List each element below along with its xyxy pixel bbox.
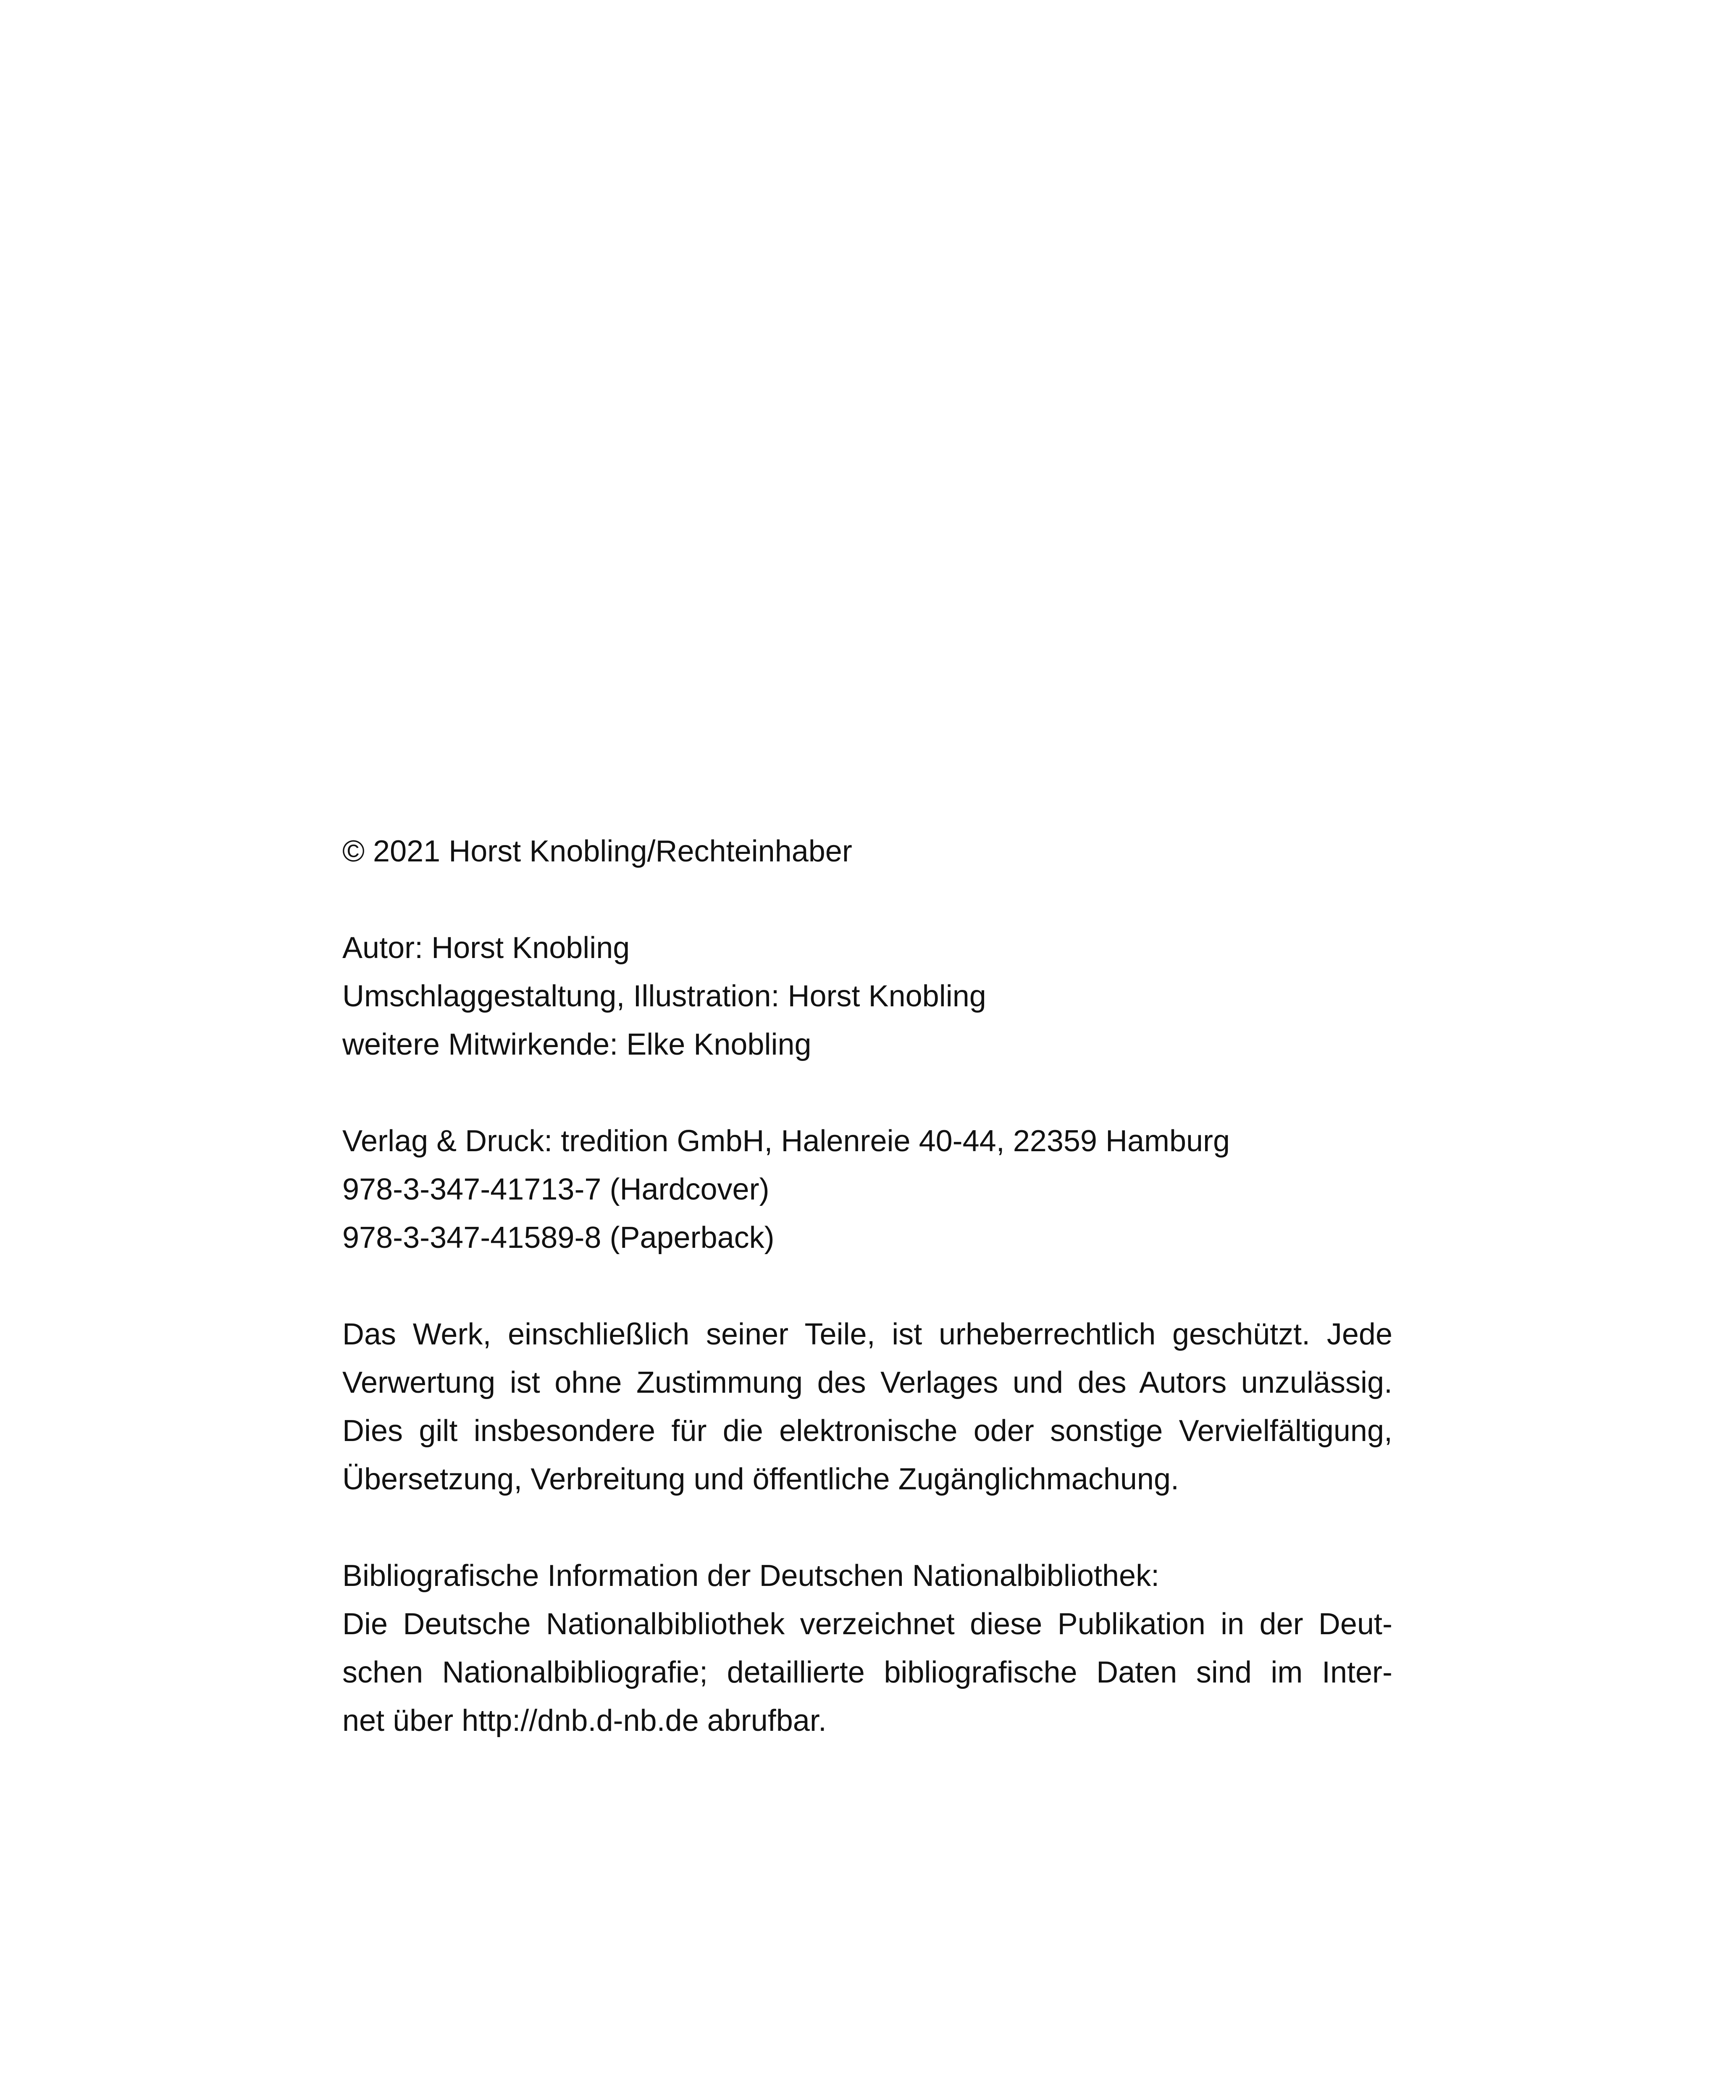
rights-line: Verwertung ist ohne Zustimmung des Verlages und des Autors unzulässig. — [342, 1366, 1392, 1399]
rights-line: Dies gilt insbesondere für die elektronische oder sonstige Vervielfältigung, — [342, 1414, 1392, 1448]
bibliographic-line: Die Deutsche Nationalbibliothek verzeichnet diese Publikation in der Deut- — [342, 1607, 1392, 1641]
bibliographic-block — [342, 1552, 1392, 1745]
bibliographic-heading: Bibliografische Information der Deutschen Nationalbibliothek: — [342, 1559, 1160, 1593]
author-credit: Autor: Horst Knobling — [342, 931, 630, 965]
imprint-section — [342, 827, 1392, 1793]
copyright-block — [342, 827, 1392, 876]
isbn-hardcover: 978-3-347-41713-7 (Hardcover) — [342, 1173, 770, 1206]
publisher-address: Verlag & Druck: tredition GmbH, Halenreie 40-44, 22359 Hamburg — [342, 1124, 1230, 1158]
bibliographic-line: schen Nationalbibliografie; detaillierte bibliografische Daten sind im Inter- — [342, 1656, 1392, 1689]
isbn-paperback: 978-3-347-41589-8 (Paperback) — [342, 1221, 775, 1255]
rights-line: Übersetzung, Verbreitung und öffentliche Zugänglichmachung. — [342, 1462, 1179, 1496]
bibliographic-line: net über http://dnb.d-nb.de abrufbar. — [342, 1704, 827, 1738]
cover-credit: Umschlaggestaltung, Illustration: Horst Knobling — [342, 979, 986, 1013]
publisher-block — [342, 1117, 1392, 1262]
rights-line: Das Werk, einschließlich seiner Teile, ist urheberrechtlich geschützt. Jede — [342, 1318, 1392, 1351]
credits-block — [342, 924, 1392, 1069]
contributors-credit: weitere Mitwirkende: Elke Knobling — [342, 1028, 812, 1061]
copyright-notice: © 2021 Horst Knobling/Rechteinhaber — [342, 835, 852, 868]
rights-block — [342, 1310, 1392, 1504]
